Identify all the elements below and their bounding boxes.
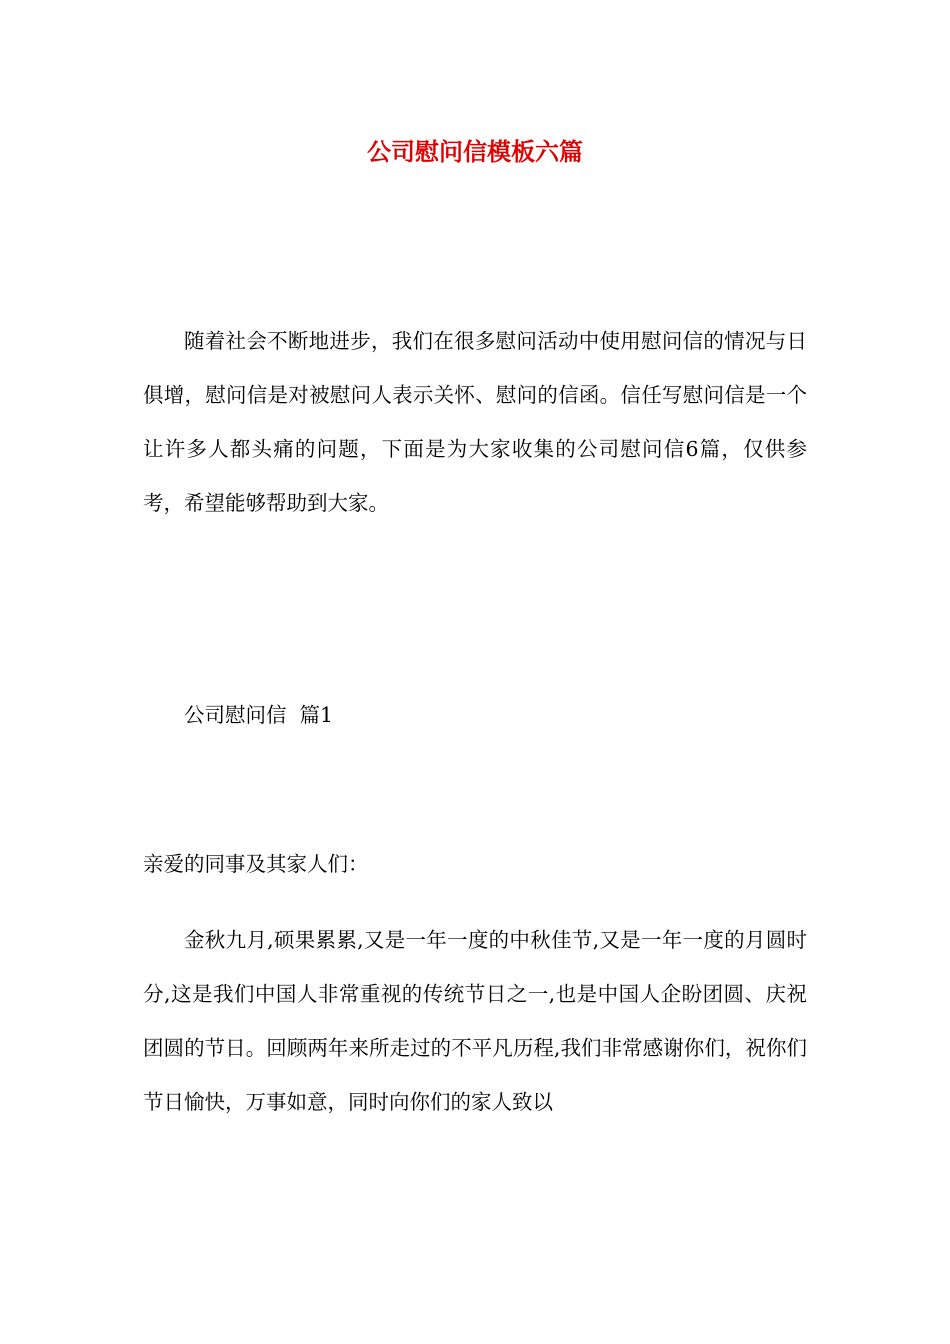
document-title: 公司慰问信模板六篇	[367, 137, 583, 166]
intro-paragraph: 随着社会不断地进步，我们在很多慰问活动中使用慰问信的情况与日俱增，慰问信是对被慰问人表示关怀、慰问的信函。信任写慰问信是一个让许多人都头痛的问题，下面是为大家收集的公司慰问信6篇，仅供参考，希望能够帮助到大家。	[143, 329, 807, 515]
letter-body-paragraph: 金秋九月,硕果累累,又是一年一度的中秋佳节,又是一年一度的月圆时分,这是我们中国人非常重视的传统节日之一,也是中国人企盼团圆、庆祝团圆的节日。回顾两年来所走过的不平凡历程,我们非常感谢你们，祝你们节日愉快，万事如意，同时向你们的家人致以	[143, 928, 807, 1114]
section-heading: 公司慰问信 篇1	[184, 703, 334, 727]
letter-salutation: 亲爱的同事及其家人们：	[143, 852, 369, 876]
